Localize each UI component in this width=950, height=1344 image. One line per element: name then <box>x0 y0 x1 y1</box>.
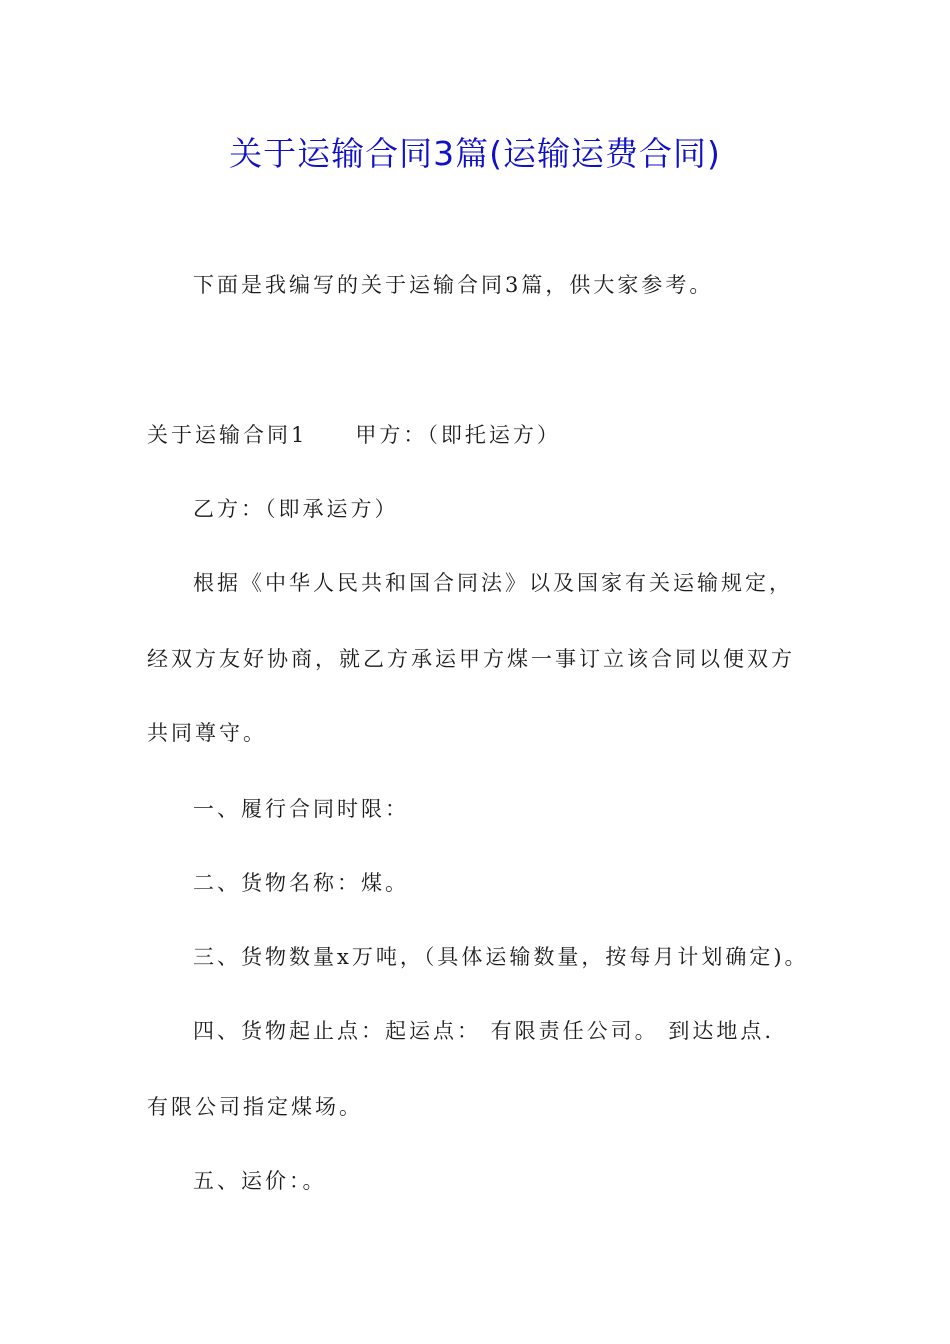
clause-item: 三、货物数量x万吨，（具体运输数量，按每月计划确定)。 <box>193 945 809 969</box>
intro-paragraph: 下面是我编写的关于运输合同3篇，供大家参考。 <box>193 273 714 297</box>
paragraph-line: 经双方友好协商，就乙方承运甲方煤一事订立该合同以便双方 <box>147 647 795 671</box>
clause-item: 二、货物名称：煤。 <box>193 871 409 895</box>
party-b: 乙方：（即承运方） <box>193 497 399 521</box>
contract-header-line <box>147 420 827 450</box>
paragraph-line: 共同尊守。 <box>147 721 267 745</box>
clause-item-continued: 有限公司指定煤场。 <box>147 1095 363 1119</box>
section-heading: 关于运输合同1 <box>147 423 308 447</box>
clause-item: 一、履行合同时限： <box>193 797 409 821</box>
clause-item: 四、货物起止点：起运点： 有限责任公司。 到达地点. <box>193 1019 775 1043</box>
paragraph-line: 根据《中华人民共和国合同法》以及国家有关运输规定， <box>193 571 793 595</box>
party-a: 甲方：（即托运方） <box>355 423 561 447</box>
clause-item: 五、运价：。 <box>193 1169 327 1193</box>
document-title: 关于运输合同3篇(运输运费合同) <box>229 134 721 173</box>
